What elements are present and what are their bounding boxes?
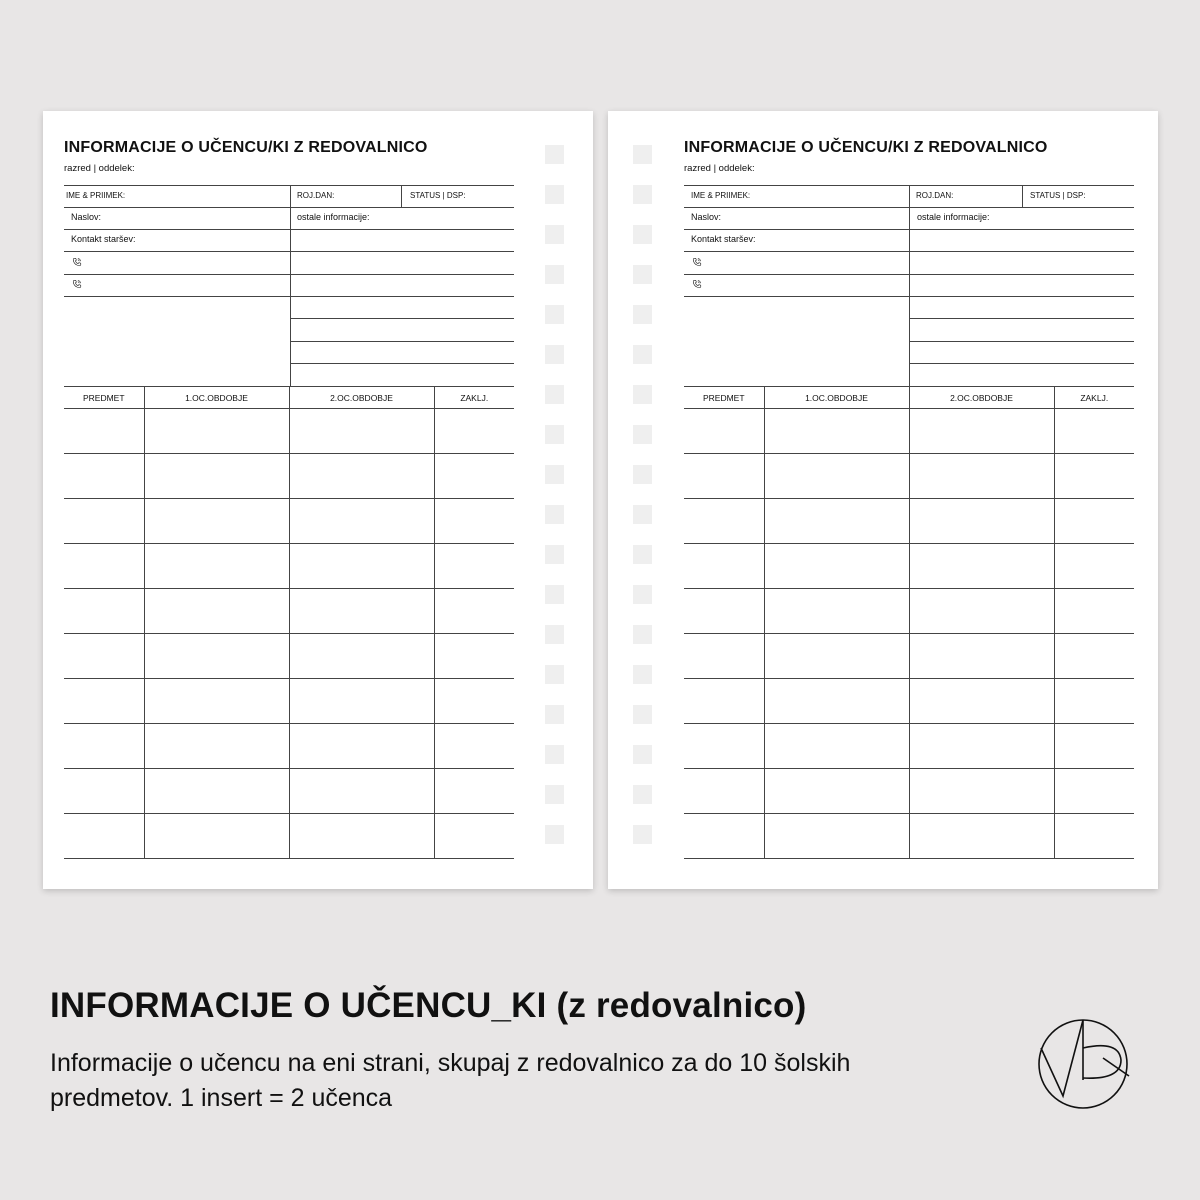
grade-cell bbox=[144, 544, 289, 589]
punch-hole bbox=[545, 825, 564, 844]
punch-hole bbox=[633, 745, 652, 764]
punch-hole bbox=[545, 745, 564, 764]
parents-label: Kontakt staršev: bbox=[691, 234, 756, 244]
table-row bbox=[684, 814, 1134, 859]
grade-cell bbox=[434, 679, 514, 724]
table-row bbox=[684, 589, 1134, 634]
grade-cell bbox=[909, 499, 1054, 544]
address-label: Naslov: bbox=[71, 212, 102, 222]
grade-cell bbox=[684, 589, 764, 634]
punch-hole bbox=[545, 425, 564, 444]
caption-description: Informacije o učencu na eni strani, skupaj z redovalnico za do 10 šolskih predmetov. 1 insert = 2 učenca bbox=[50, 1049, 851, 1112]
grade-cell bbox=[64, 544, 144, 589]
grade-cell bbox=[1054, 814, 1134, 859]
grade-cell bbox=[289, 814, 434, 859]
subject-header: PREDMET bbox=[64, 387, 144, 409]
table-row bbox=[64, 634, 514, 679]
grade-cell bbox=[909, 634, 1054, 679]
grade-cell bbox=[684, 544, 764, 589]
grade-cell bbox=[764, 454, 909, 499]
other-info-label: ostale informacije: bbox=[297, 212, 370, 222]
grade-cell bbox=[764, 544, 909, 589]
punch-hole bbox=[633, 705, 652, 724]
grade-cell bbox=[909, 589, 1054, 634]
grade-cell bbox=[684, 499, 764, 544]
punch-hole bbox=[633, 305, 652, 324]
grade-cell bbox=[434, 814, 514, 859]
period2-header: 2.OC.OBDOBJE bbox=[289, 387, 434, 409]
table-row bbox=[684, 679, 1134, 724]
grade-cell bbox=[764, 499, 909, 544]
punch-hole bbox=[633, 825, 652, 844]
grade-cell bbox=[144, 499, 289, 544]
punch-hole bbox=[545, 785, 564, 804]
name-label: IME & PRIIMEK: bbox=[66, 191, 126, 200]
punch-hole bbox=[633, 265, 652, 284]
punch-hole bbox=[545, 305, 564, 324]
address-label: Naslov: bbox=[691, 212, 722, 222]
table-row bbox=[64, 724, 514, 769]
grade-cell bbox=[289, 724, 434, 769]
form-title: INFORMACIJE O UČENCU/KI Z REDOVALNICO bbox=[684, 139, 1048, 156]
table-row bbox=[684, 454, 1134, 499]
grade-cell bbox=[144, 454, 289, 499]
planner-page-right bbox=[608, 111, 1158, 889]
subject-header: PREDMET bbox=[684, 387, 764, 409]
grade-cell bbox=[144, 409, 289, 454]
table-row bbox=[64, 454, 514, 499]
grade-cell bbox=[1054, 454, 1134, 499]
other-info-label: ostale informacije: bbox=[917, 212, 990, 222]
period1-header: 1.OC.OBDOBJE bbox=[144, 387, 289, 409]
punch-hole bbox=[545, 705, 564, 724]
grade-cell bbox=[909, 679, 1054, 724]
grade-cell bbox=[144, 589, 289, 634]
grade-cell bbox=[1054, 679, 1134, 724]
status-label: STATUS | DSP: bbox=[410, 191, 466, 200]
grade-cell bbox=[289, 769, 434, 814]
table-row bbox=[64, 679, 514, 724]
table-row bbox=[64, 814, 514, 859]
grade-cell bbox=[64, 814, 144, 859]
grade-cell bbox=[289, 589, 434, 634]
grade-cell bbox=[289, 454, 434, 499]
punch-hole bbox=[633, 425, 652, 444]
punch-hole bbox=[545, 545, 564, 564]
grade-cell bbox=[289, 679, 434, 724]
punch-hole bbox=[545, 385, 564, 404]
phone-icon bbox=[692, 279, 702, 289]
grade-cell bbox=[1054, 589, 1134, 634]
grade-cell bbox=[1054, 769, 1134, 814]
table-row bbox=[64, 409, 514, 454]
punch-hole bbox=[545, 505, 564, 524]
table-row bbox=[64, 499, 514, 544]
grade-cell bbox=[434, 409, 514, 454]
form-subtitle: razred | oddelek: bbox=[684, 163, 755, 174]
grade-cell bbox=[684, 724, 764, 769]
grade-cell bbox=[144, 814, 289, 859]
final-header: ZAKLJ. bbox=[1054, 387, 1134, 409]
grade-cell bbox=[909, 769, 1054, 814]
grade-cell bbox=[764, 814, 909, 859]
grade-cell bbox=[909, 814, 1054, 859]
grade-cell bbox=[764, 589, 909, 634]
grades-table bbox=[684, 386, 1134, 859]
punch-hole bbox=[633, 225, 652, 244]
grade-cell bbox=[1054, 634, 1134, 679]
grade-cell bbox=[289, 634, 434, 679]
punch-holes bbox=[545, 145, 564, 865]
grade-cell bbox=[684, 769, 764, 814]
brand-logo bbox=[1033, 1018, 1133, 1110]
table-row bbox=[684, 409, 1134, 454]
punch-hole bbox=[545, 625, 564, 644]
birth-label: ROJ.DAN: bbox=[916, 191, 954, 200]
grade-cell bbox=[434, 454, 514, 499]
name-label: IME & PRIIMEK: bbox=[691, 191, 751, 200]
grade-cell bbox=[909, 544, 1054, 589]
student-info-grid bbox=[64, 185, 514, 387]
final-header: ZAKLJ. bbox=[434, 387, 514, 409]
table-row bbox=[684, 634, 1134, 679]
table-row bbox=[684, 769, 1134, 814]
grade-cell bbox=[764, 409, 909, 454]
phone-icon bbox=[72, 257, 82, 267]
table-row bbox=[684, 724, 1134, 769]
parents-label: Kontakt staršev: bbox=[71, 234, 136, 244]
grade-cell bbox=[909, 409, 1054, 454]
grade-cell bbox=[64, 679, 144, 724]
grade-cell bbox=[684, 814, 764, 859]
grade-cell bbox=[684, 679, 764, 724]
punch-hole bbox=[633, 145, 652, 164]
grade-cell bbox=[434, 499, 514, 544]
grade-cell bbox=[1054, 499, 1134, 544]
grade-cell bbox=[434, 769, 514, 814]
grade-cell bbox=[764, 679, 909, 724]
grade-cell bbox=[909, 454, 1054, 499]
punch-hole bbox=[633, 185, 652, 204]
table-row bbox=[64, 544, 514, 589]
grade-cell bbox=[64, 634, 144, 679]
grade-cell bbox=[1054, 724, 1134, 769]
birth-label: ROJ.DAN: bbox=[297, 191, 335, 200]
punch-hole bbox=[633, 545, 652, 564]
grade-cell bbox=[764, 724, 909, 769]
punch-hole bbox=[633, 665, 652, 684]
grade-cell bbox=[289, 409, 434, 454]
grade-cell bbox=[289, 499, 434, 544]
grade-cell bbox=[144, 634, 289, 679]
phone-icon bbox=[692, 257, 702, 267]
grade-cell bbox=[764, 634, 909, 679]
grade-cell bbox=[144, 724, 289, 769]
grade-cell bbox=[64, 454, 144, 499]
punch-hole bbox=[633, 465, 652, 484]
grade-cell bbox=[434, 634, 514, 679]
punch-hole bbox=[633, 785, 652, 804]
punch-hole bbox=[633, 345, 652, 364]
period1-header: 1.OC.OBDOBJE bbox=[764, 387, 909, 409]
punch-holes bbox=[633, 145, 652, 865]
grade-cell bbox=[144, 679, 289, 724]
grade-cell bbox=[434, 724, 514, 769]
grade-cell bbox=[1054, 544, 1134, 589]
table-row bbox=[684, 499, 1134, 544]
punch-hole bbox=[545, 265, 564, 284]
punch-hole bbox=[545, 465, 564, 484]
punch-hole bbox=[545, 185, 564, 204]
grade-cell bbox=[64, 589, 144, 634]
grade-cell bbox=[909, 724, 1054, 769]
grade-cell bbox=[434, 589, 514, 634]
punch-hole bbox=[633, 585, 652, 604]
period2-header: 2.OC.OBDOBJE bbox=[909, 387, 1054, 409]
grade-cell bbox=[1054, 409, 1134, 454]
grade-cell bbox=[684, 634, 764, 679]
grades-table bbox=[64, 386, 514, 859]
form-title: INFORMACIJE O UČENCU/KI Z REDOVALNICO bbox=[64, 139, 428, 156]
grade-cell bbox=[64, 409, 144, 454]
punch-hole bbox=[633, 385, 652, 404]
status-label: STATUS | DSP: bbox=[1030, 191, 1086, 200]
phone-icon bbox=[72, 279, 82, 289]
planner-page-left bbox=[43, 111, 593, 889]
grade-cell bbox=[64, 769, 144, 814]
grade-cell bbox=[684, 454, 764, 499]
punch-hole bbox=[633, 625, 652, 644]
punch-hole bbox=[545, 345, 564, 364]
table-row bbox=[684, 544, 1134, 589]
grade-cell bbox=[764, 769, 909, 814]
grade-cell bbox=[434, 544, 514, 589]
grade-cell bbox=[64, 499, 144, 544]
form-subtitle: razred | oddelek: bbox=[64, 163, 135, 174]
student-info-grid bbox=[684, 185, 1134, 387]
punch-hole bbox=[545, 145, 564, 164]
punch-hole bbox=[545, 225, 564, 244]
punch-hole bbox=[545, 585, 564, 604]
grade-cell bbox=[64, 724, 144, 769]
grade-cell bbox=[684, 409, 764, 454]
grade-cell bbox=[144, 769, 289, 814]
punch-hole bbox=[633, 505, 652, 524]
caption-title: INFORMACIJE O UČENCU_KI (z redovalnico) bbox=[50, 986, 807, 1025]
table-row bbox=[64, 769, 514, 814]
table-row bbox=[64, 589, 514, 634]
grade-cell bbox=[289, 544, 434, 589]
punch-hole bbox=[545, 665, 564, 684]
